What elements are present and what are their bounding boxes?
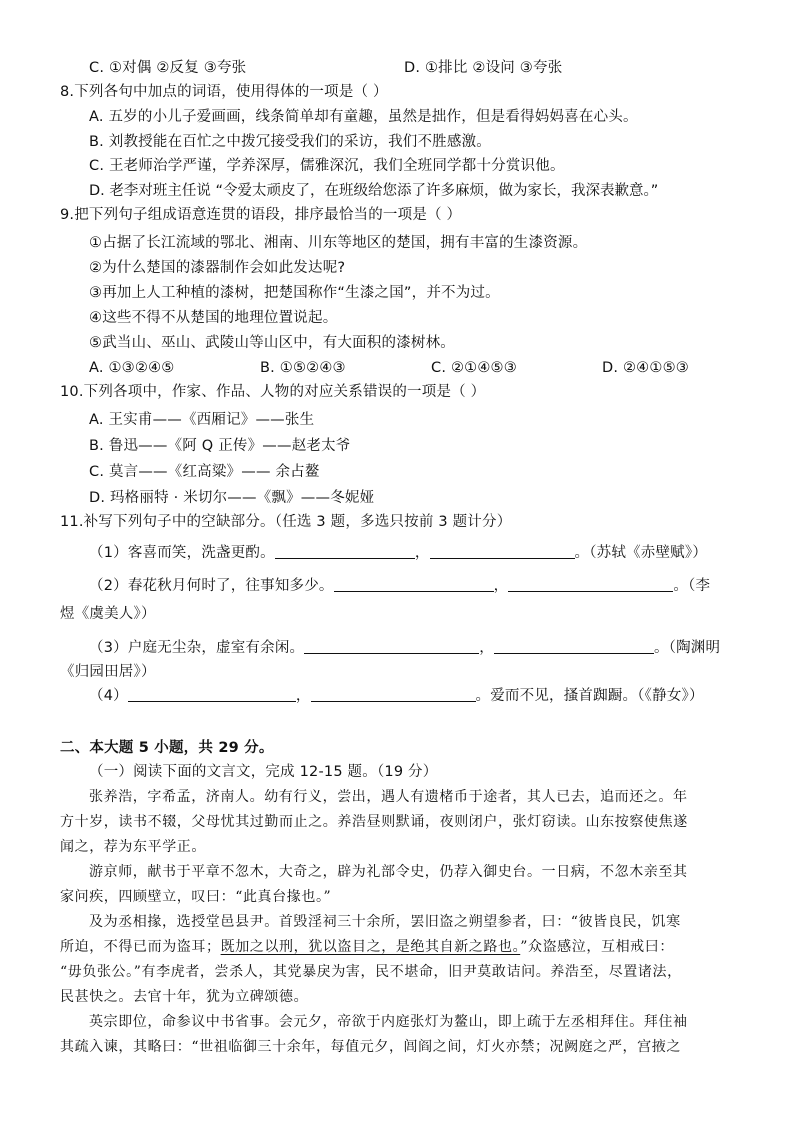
q7-option-c[interactable]: C. ①对偶 ②反复 ③夸张 — [89, 60, 247, 76]
q9-option-d[interactable]: D. ②④①⑤③ — [602, 360, 689, 376]
q11-item-2-text: （2）春花秋月何时了，往事知多少。 — [89, 578, 334, 594]
comma: ， — [414, 545, 430, 561]
underlined-sentence: 既加之以刑，犹以盗目之，是绝其自新之路也。 — [220, 939, 521, 955]
answer-blank[interactable] — [334, 577, 494, 592]
q10-option-d[interactable]: D. 玛格丽特 · 米切尔——《飘》——冬妮娅 — [89, 490, 375, 506]
q11-item-4 — [89, 686, 704, 706]
passage-line: 游京师，献书于平章不忽木，大奇之，辟为礼部令史，仍荐入御史台。一日病，不忽木亲至其 — [89, 864, 688, 880]
q9-sentence-5: ⑤武当山、巫山、武陵山等山区中，有大面积的漆树林。 — [89, 335, 455, 351]
q11-item-4-text: （4） — [89, 688, 128, 704]
q11-item-2 — [89, 576, 710, 596]
passage-line — [60, 937, 674, 957]
passage-line: 张养浩，字希孟，济南人。幼有行义，尝出，遇人有遗楮币于途者，其人已去，追而还之。年 — [89, 789, 688, 805]
passage-line: 其疏入谏，其略曰：“世祖临御三十余年，每值元夕，闾阎之间，灯火亦禁；况阙庭之严，宫掖之 — [60, 1039, 681, 1055]
q9-sentence-4: ④这些不得不从楚国的地理位置说起。 — [89, 310, 338, 326]
passage-line: “毋负张公。”有李虎者，尝杀人，其党暴戾为害，民不堪命，旧尹莫敢诘问。养浩至，尽置诸法， — [60, 964, 682, 980]
q9-sentence-1: ①占据了长江流域的鄂北、湘南、川东等地区的楚国，拥有丰富的生漆资源。 — [89, 235, 588, 251]
passage-segment: 所迫，不得已而为盗耳； — [60, 939, 221, 955]
q11-stem: 11.补写下列句子中的空缺部分。（任选 3 题，多选只按前 3 题计分） — [60, 514, 512, 530]
q10-option-b[interactable]: B. 鲁迅——《阿 Q 正传》——赵老太爷 — [89, 438, 351, 454]
comma: ， — [479, 640, 494, 656]
answer-blank[interactable] — [311, 687, 476, 702]
answer-blank[interactable] — [275, 544, 415, 559]
passage-line: 英宗即位，命参议中书省事。会元夕，帝欲于内庭张灯为鳌山，即上疏于左丞相拜住。拜住袖 — [89, 1014, 688, 1030]
q9-sentence-3: ③再加上人工种植的漆树，把楚国称作“生漆之国”，并不为过。 — [89, 285, 500, 301]
passage-line: 家问疾，四顾壁立，叹曰：“此真台掾也。” — [60, 889, 332, 905]
q9-option-c[interactable]: C. ②①④⑤③ — [431, 360, 517, 376]
q11-item-3-text: （3）户庭无尘杂，虚室有余闲。 — [89, 640, 305, 656]
section-2-subheading: （一）阅读下面的文言文，完成 12-15 题。（19 分） — [89, 764, 438, 780]
q9-stem: 9.把下列句子组成语意连贯的语段，排序最恰当的一项是（ ） — [60, 207, 462, 223]
passage-line: 及为丞相掾，选授堂邑县尹。首毁淫祠三十余所，罢旧盗之朔望参者，曰：“彼皆良民，饥寒 — [89, 914, 681, 930]
q9-option-a[interactable]: A. ①③②④⑤ — [89, 360, 175, 376]
passage-line: 方十岁，读书不辍，父母忧其过勤而止之。养浩昼则默诵，夜则闭户，张灯窃读。山东按察使焦遂 — [60, 814, 688, 830]
q11-item-3-source: 《归园田居》） — [60, 664, 156, 680]
passage-line: 闻之，荐为东平学正。 — [60, 839, 206, 855]
q10-stem: 10.下列各项中，作家、作品、人物的对应关系错误的一项是（ ） — [60, 384, 486, 400]
comma: ， — [493, 578, 509, 594]
answer-blank[interactable] — [494, 639, 654, 654]
q11-item-2-tail: 。（李 — [673, 578, 711, 594]
q11-item-1 — [89, 543, 707, 563]
comma: ， — [295, 688, 311, 704]
q10-option-c[interactable]: C. 莫言——《红高粱》—— 余占鳌 — [89, 464, 320, 480]
q11-item-1-source: 。（苏轼《赤壁赋》） — [574, 545, 708, 561]
q8-stem: 8.下列各句中加点的词语，使用得体的一项是（ ） — [60, 84, 388, 100]
q8-option-c[interactable]: C. 王老师治学严谨，学养深厚，儒雅深沉，我们全班同学都十分赏识他。 — [89, 158, 565, 174]
q9-option-b[interactable]: B. ①⑤②④③ — [260, 360, 346, 376]
passage-segment: ”众盗感泣，互相戒曰： — [520, 939, 674, 955]
q8-option-d[interactable]: D. 老李对班主任说 “令爱太顽皮了，在班级给您添了许多麻烦，做为家长，我深表歉意。” — [89, 183, 659, 199]
q10-option-a[interactable]: A. 王实甫——《西厢记》——张生 — [89, 412, 315, 428]
q9-sentence-2: ②为什么楚国的漆器制作会如此发达呢? — [89, 260, 346, 276]
q11-item-4-source: 。爱而不见，搔首踟蹰。（《静女》） — [475, 688, 704, 704]
q11-item-3-tail: 。（陶渊明 — [653, 640, 721, 656]
q11-item-3 — [89, 638, 720, 658]
q8-option-b[interactable]: B. 刘教授能在百忙之中拨冗接受我们的采访，我们不胜感激。 — [89, 134, 491, 150]
section-2-heading: 二、本大题 5 小题，共 29 分。 — [60, 740, 274, 756]
passage-line: 民甚快之。去官十年，犹为立碑颂德。 — [60, 989, 309, 1005]
q7-option-d[interactable]: D. ①排比 ②设问 ③夸张 — [404, 60, 563, 76]
q11-item-2-source: 煜《虞美人》） — [60, 606, 156, 622]
answer-blank[interactable] — [508, 577, 673, 592]
answer-blank[interactable] — [128, 687, 296, 702]
q11-item-1-text: （1）客喜而笑，洗盏更酌。 — [89, 545, 275, 561]
answer-blank[interactable] — [430, 544, 575, 559]
answer-blank[interactable] — [304, 639, 479, 654]
q8-option-a[interactable]: A. 五岁的小儿子爱画画，线条简单却有童趣，虽然是拙作，但是看得妈妈喜在心头。 — [89, 109, 638, 125]
